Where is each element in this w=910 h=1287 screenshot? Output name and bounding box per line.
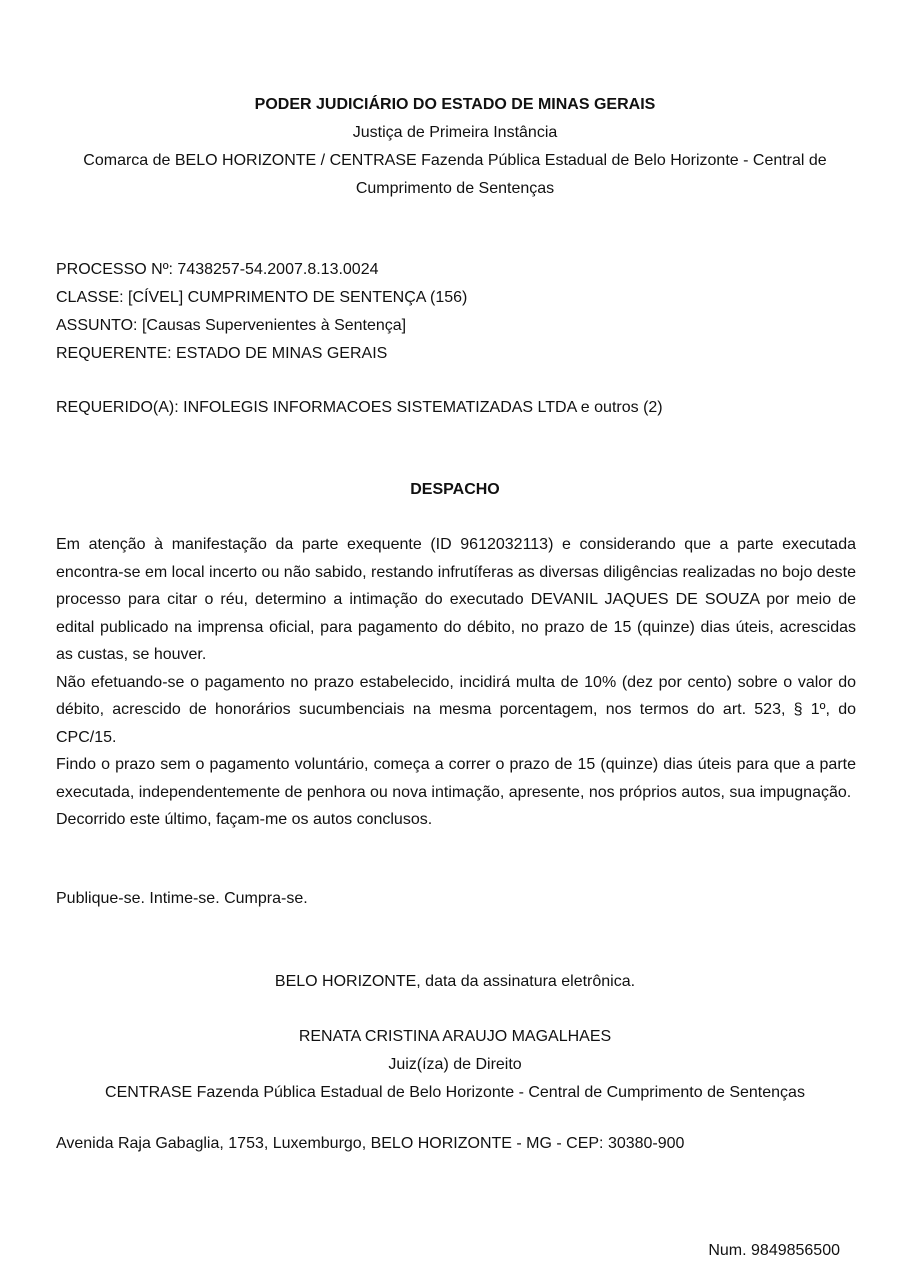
closing-text: Publique-se. Intime-se. Cumpra-se. — [56, 890, 308, 907]
court-name: PODER JUDICIÁRIO DO ESTADO DE MINAS GERAIS — [254, 96, 656, 113]
court-address: Avenida Raja Gabaglia, 1753, Luxemburgo, BELO HORIZONTE - MG - CEP: 30380-900 — [56, 1135, 685, 1152]
paragraph-4: Decorrido este último, façam-me os autos conclusos. — [56, 811, 433, 828]
document-title: DESPACHO — [410, 481, 500, 498]
signer-unit: CENTRASE Fazenda Pública Estadual de Belo Horizonte - Central de Cumprimento de Sentenças — [105, 1084, 805, 1101]
document-header — [40, 91, 870, 203]
process-requerido: REQUERIDO(A): INFOLEGIS INFORMACOES SISTEMATIZADAS LTDA e outros (2) — [56, 399, 663, 416]
process-subject: ASSUNTO: [Causas Supervenientes à Sentença] — [56, 317, 407, 334]
comarca-line-1: Comarca de BELO HORIZONTE / CENTRASE Fazenda Pública Estadual de Belo Horizonte - Central de — [83, 152, 827, 169]
process-info — [56, 256, 856, 368]
signer-name: RENATA CRISTINA ARAUJO MAGALHAES — [298, 1028, 612, 1045]
process-class: CLASSE: [CÍVEL] CUMPRIMENTO DE SENTENÇA (156) — [56, 289, 468, 306]
document-number: Num. 9849856500 — [708, 1242, 840, 1259]
paragraph-1: Em atenção à manifestação da parte exequente (ID 9612032113) e considerando que a parte executada encontra-se em local incerto ou não sabido, restando infrutíferas as diversas diligências realizadas no bojo deste processo para citar o réu, determino a intimação do executado DEVANIL JAQUES DE SOUZA por meio de edital publicado na imprensa oficial, para pagamento do débito, no prazo de 15 (quinze) dias úteis, acrescidas as custas, se houver. — [56, 536, 856, 663]
instance-name: Justiça de Primeira Instância — [352, 124, 558, 141]
paragraph-2: Não efetuando-se o pagamento no prazo estabelecido, incidirá multa de 10% (dez por cento) sobre o valor do débito, acrescido de honorários sucumbenciais na mesma porcentagem, nos termos do art. 523, § 1º, do CPC/15. — [56, 673, 856, 746]
despacho-body — [56, 531, 856, 834]
signature-block — [40, 1023, 870, 1107]
process-requerente: REQUERENTE: ESTADO DE MINAS GERAIS — [56, 345, 388, 362]
process-number: PROCESSO Nº: 7438257-54.2007.8.13.0024 — [56, 261, 379, 278]
signer-role: Juiz(íza) de Direito — [388, 1056, 522, 1073]
paragraph-3: Findo o prazo sem o pagamento voluntário, começa a correr o prazo de 15 (quinze) dias úteis para que a parte executada, independentemente de penhora ou nova intimação, apresente, nos próprios autos, sua impugnação. — [56, 756, 856, 801]
place-date: BELO HORIZONTE, data da assinatura eletrônica. — [274, 973, 636, 990]
comarca-line-2: Cumprimento de Sentenças — [355, 180, 555, 197]
